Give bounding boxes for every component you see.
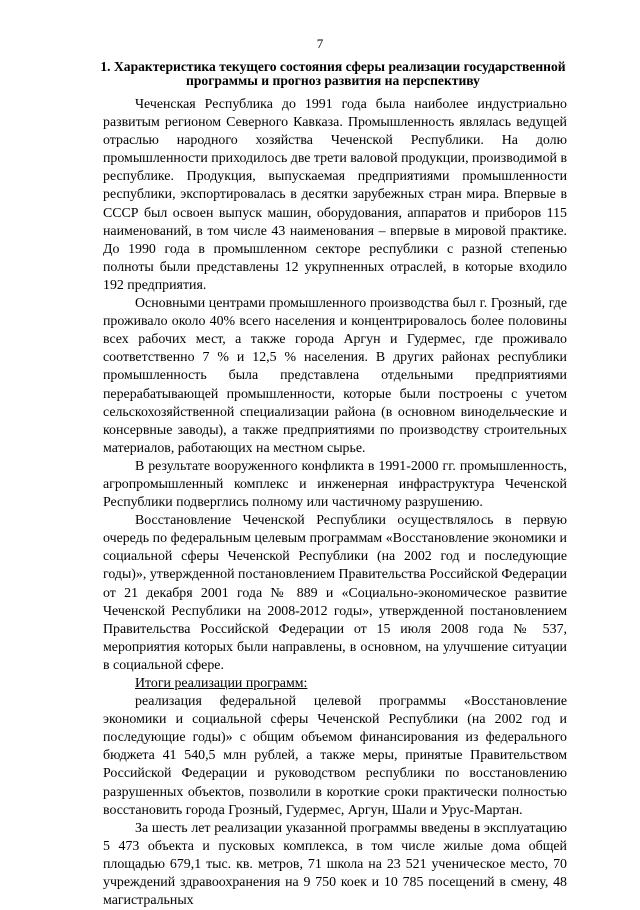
- body-text: [103, 96, 567, 910]
- paragraph-conflict-damage: В результате вооруженного конфликта в 1991-2000 гг. промышленность, агропромышленный комплекс и инженерная инфраструктура Чеченской Республики подверглись полному или частичному разрушению.: [103, 458, 567, 511]
- paragraph-program-implementation: реализация федеральной целевой программы «Восстановление экономики и социальной сферы Чеченской Республики (на 2002 год и последующие годы)» с общим объемом финансирования из федерального бюджета 41 540,5 млн рублей, а также меры, принятые Правительством Российской Федерации и руководством республики по восстановлению разрушенных объектов, позволили в короткие сроки практически полностью восстановить города Грозный, Гудермес, Аргун, Шали и Урус-Мартан.: [103, 694, 567, 818]
- section-heading: 1. Характеристика текущего состояния сферы реализации государственной программы и прогноз развития на перспективу: [100, 59, 566, 88]
- results-subheading-row: [103, 675, 567, 693]
- paragraph-restoration-programs: Восстановление Чеченской Республики осуществлялось в первую очередь по федеральным целевым программам «Восстановление экономики и социальной сферы Чеченской Республики (на 2002 год и последующие годы)», утвержденной постановлением Правительства Российской Федерации от 21 декабря 2001 года № 889 и «Социально-экономическое развитие Чеченской Республики на 2008-2012 годы», утвержденной постановлением Правительства Российской Федерации от 15 июля 2008 года № 537, мероприятия которых были направлены, в основном, на улучшение ситуации в социальной сфере.: [103, 513, 567, 673]
- page-number: 7: [316, 36, 324, 51]
- paragraph-six-year-results: За шесть лет реализации указанной программы введены в эксплуатацию 5 473 объекта и пусковых комплекса, в том числе жилые дома общей площадью 679,1 тыс. кв. метров, 71 школа на 23 521 ученическое место, 70 учреждений здравоохранения на 9 750 коек и 10 785 посещений в смену, 48 магистральных: [103, 820, 567, 909]
- paragraph-industrial-centers: Основными центрами промышленного производства был г. Грозный, где проживало около 40% всего населения и концентрировалось более половины всех рабочих мест, а также города Аргун и Гудермес, где проживало соответственно 7 % и 12,5 % населения. В других районах республики промышленность была представлена отдельными предприятиями перерабатывающей промышленности, которые были построены с учетом сельскохозяйственной специализации района (в основном винодельческие и консервные заводы), а также предприятиями по производству строительных материалов, работающих на местном сырье.: [103, 296, 567, 456]
- results-subheading: Итоги реализации программ:: [135, 676, 308, 691]
- paragraph-industry-history: Чеченская Республика до 1991 года была наиболее индустриально развитым регионом Северного Кавказа. Промышленность являлась ведущей отраслью народного хозяйства Чеченской Республики. На долю промышленности приходилось две трети валовой продукции, производимой в республике. Продукция, выпускаемая предприятиями промышленности республики, экспортировалась в десятки зарубежных стран мира. Впервые в СССР был освоен выпуск машин, оборудования, аппаратов и приборов 115 наименований, в том числе 43 наименования – впервые в мировой практике. До 1990 года в промышленном секторе республики с разной степенью полноты были представлены 12 укрупненных отраслей, в которые входило 192 предприятия.: [103, 97, 567, 293]
